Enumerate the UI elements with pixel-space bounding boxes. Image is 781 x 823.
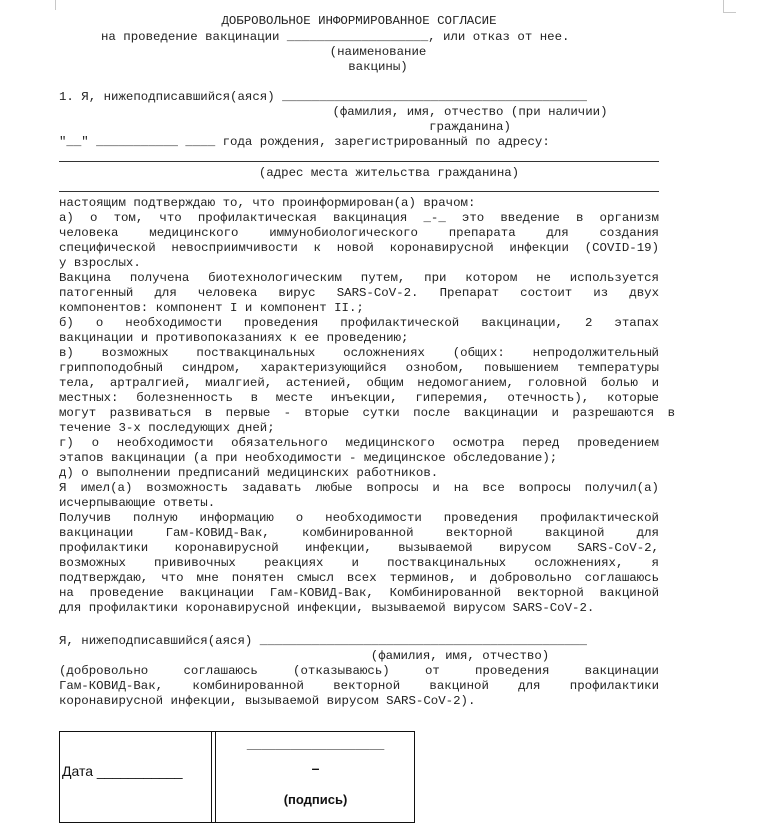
text-line: исчерпывающие ответы. [59, 496, 216, 510]
text-line: человека медицинского иммунобиологического препарата для создания [59, 226, 659, 240]
text-line: тела, артралгией, миалгией, астенией, общим недомоганием, головной болью и [59, 376, 659, 390]
text-line: местных: болезненность в месте инъекции, гиперемия, отечность), которые [59, 391, 659, 405]
text-line: д) о выполнении предписаний медицинских работников. [59, 466, 439, 480]
signatory-line-2: Я, нижеподписавшийся(аяся) ____________________________________________ [59, 634, 587, 648]
doc-title: ДОБРОВОЛЬНОЕ ИНФОРМИРОВАННОЕ СОГЛАСИЕ [221, 14, 497, 28]
text-line: Вакцина получена биотехнологическим путем, при котором не используется [59, 271, 659, 285]
text-line: вакцинации и противопоказаниях к ее проведению; [59, 331, 409, 345]
address-rule-top [59, 161, 659, 162]
text-line: специфической невосприимчивости к новой коронавирусной инфекции (COVID-19) [59, 241, 659, 255]
text-line: Я имел(а) возможность задавать любые вопросы и на все вопросы получил(а) [59, 481, 659, 495]
text-line: Получив полную информацию о необходимости проведения профилактической [59, 511, 659, 525]
text-line: профилактики коронавирусной инфекции, вызываемой вирусом SARS-CoV-2, [59, 541, 659, 555]
text-line: подтверждаю, что мне понятен смысл всех терминов, и добровольно соглашаюсь [59, 571, 659, 585]
page-corner-mark-left [45, 0, 56, 10]
signature-cell [215, 732, 415, 822]
fio-caption-2: гражданина) [429, 120, 511, 134]
text-line: Гам-КОВИД-Вак, комбинированной векторной вакциной для профилактики [59, 679, 659, 693]
signature-caption: (подпись) [283, 792, 348, 807]
text-line: а) о том, что профилактическая вакцинация _-_ это введение в организм [59, 211, 659, 225]
text-line: для профилактики коронавирусной инфекции, вызываемой вирусом SARS-CoV-2. [59, 601, 595, 615]
address-rule-bottom [59, 191, 659, 192]
text-line: этапов вакцинации (а при необходимости - медицинское обследование); [59, 451, 558, 465]
page-corner-mark-right [723, 0, 736, 13]
text-line: г) о необходимости обязательного медицинского осмотра перед проведением [59, 436, 659, 450]
signature-table [59, 731, 415, 823]
birth-line: "__" ___________ ____ года рождения, зарегистрированный по адресу: [59, 135, 550, 149]
vaccine-caption-2: вакцины) [348, 60, 408, 74]
text-line: вакцинации Гам-КОВИД-Вак, комбинированной векторной вакциной для [59, 526, 659, 540]
date-cell [60, 732, 212, 822]
text-line: б) о необходимости проведения профилактической вакцинации, 2 этапах [59, 316, 659, 330]
text-line: у взрослых. [59, 256, 141, 270]
text-line: гриппоподобный синдром, характеризующийся ознобом, повышением температуры [59, 361, 659, 375]
signatory-line: 1. Я, нижеподписавшийся(аяся) _________________________________________ [59, 90, 587, 104]
text-line: могут развиваться в первые - вторые сутки после вакцинации и разрешаются в [59, 406, 675, 420]
text-line: (добровольно соглашаюсь (отказываюсь) от проведения вакцинации [59, 664, 659, 678]
vaccine-caption-1: (наименование [329, 45, 427, 59]
fio-caption-1: (фамилия, имя, отчество (при наличии) [332, 105, 608, 119]
text-line: на проведение вакцинации Гам-КОВИД-Вак, Комбинированной векторной вакциной [59, 586, 659, 600]
doc-subtitle: на проведение вакцинации ___________________, или отказ от нее. [101, 30, 570, 44]
address-caption: (адрес места жительства гражданина) [258, 166, 520, 180]
text-line: в) возможных поствакцинальных осложнениях (общих: непродолжительный [59, 346, 659, 360]
text-line: коронавирусной инфекции, вызываемой вирусом SARS-CoV-2). [59, 694, 476, 708]
text-line: настоящим подтверждаю то, что проинформирован(а) врачом: [59, 196, 476, 210]
date-label[interactable]: Дата ___________ [62, 763, 183, 779]
text-line: течение 3-х последующих дней; [59, 421, 275, 435]
consent-body [59, 196, 675, 616]
p2-fio-caption: (фамилия, имя, отчество) [370, 649, 550, 663]
text-line: возможных прививочных реакциях и поствакцинальных осложнениях, я [59, 556, 659, 570]
consent-choice [59, 664, 659, 709]
signature-line[interactable]: ___________________ [246, 736, 385, 751]
text-line: патогенный для человека вирус SARS-CoV-2. Препарат состоит из двух [59, 286, 659, 300]
signature-dash: – [311, 760, 320, 776]
text-line: компонентов: компонент I и компонент II.; [59, 301, 364, 315]
